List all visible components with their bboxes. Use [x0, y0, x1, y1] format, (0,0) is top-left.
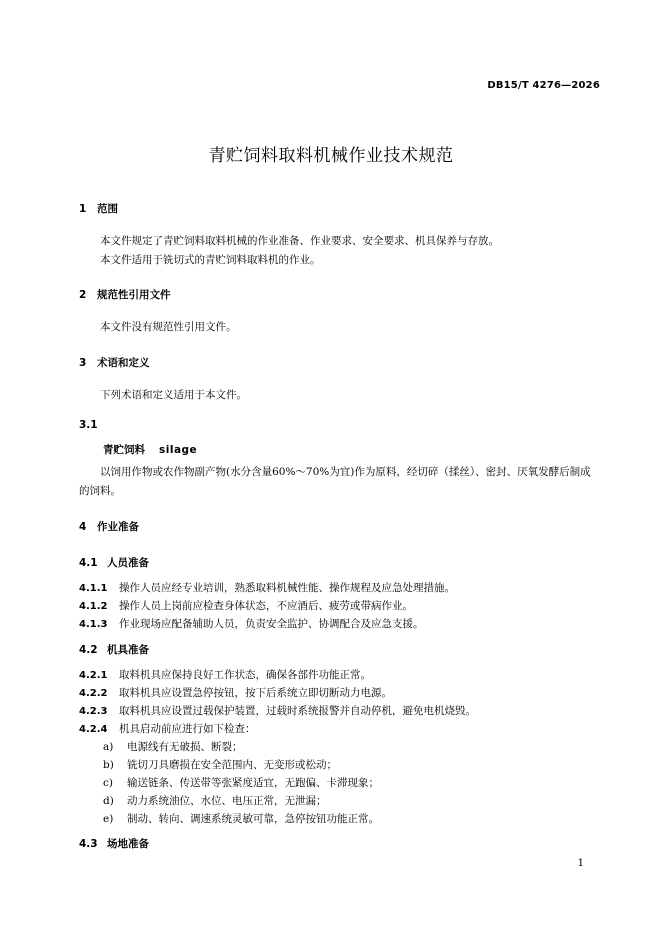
- term-number: 3.1: [79, 419, 98, 431]
- section-2-heading: [79, 287, 171, 302]
- clause-number: 4.1.3: [79, 619, 108, 630]
- clause-4-2-2: [79, 685, 600, 700]
- clause-number: 4.2.3: [79, 706, 108, 717]
- clause-4-2-1: [79, 667, 600, 682]
- list-text: 输送链条、传送带等张紧度适宜，无跑偏、卡滞现象；: [127, 777, 379, 789]
- subsection-4-2-title: 机具准备: [107, 644, 149, 656]
- section-4-heading: [79, 519, 139, 534]
- clause-4-1-3: [79, 616, 600, 631]
- subsection-4-3-heading: [79, 836, 149, 851]
- list-marker: e): [103, 813, 114, 825]
- section-3-paragraph: 下列术语和定义适用于本文件。: [100, 389, 247, 401]
- clause-4-2-3: [79, 703, 600, 718]
- term-english: silage: [159, 444, 198, 456]
- list-marker: a): [103, 741, 114, 753]
- section-1-heading: [79, 201, 118, 216]
- section-1-title: 范围: [97, 203, 118, 215]
- section-1-paragraph-2: 本文件适用于铣切式的青贮饲料取料机的作业。: [100, 254, 321, 266]
- subsection-4-2-number: 4.2: [79, 644, 98, 656]
- section-4-title: 作业准备: [97, 521, 139, 533]
- subsection-4-3-number: 4.3: [79, 838, 98, 850]
- subsection-4-1-title: 人员准备: [107, 557, 149, 569]
- section-4-number: 4: [79, 521, 87, 533]
- list-item-c: [103, 775, 379, 790]
- list-marker: d): [103, 795, 114, 807]
- clause-number: 4.2.4: [79, 724, 108, 735]
- clause-text: 机具启动前应进行如下检查：: [119, 723, 256, 735]
- term-definition: 以饲用作物或农作物副产物(水分含量60%～70%为宜)作为原料，经切碎（揉丝）、密封、厌氧发酵后制成的饲料。: [79, 466, 591, 497]
- list-text: 铣切刀具磨损在安全范围内、无变形或松动；: [127, 759, 337, 771]
- term-entry: [103, 442, 197, 457]
- document-code: DB15/T 4276—2026: [487, 80, 600, 91]
- list-marker: b): [103, 759, 114, 771]
- section-3-title: 术语和定义: [97, 357, 150, 369]
- clause-4-2-4: [79, 721, 600, 736]
- clause-number: 4.1.2: [79, 601, 108, 612]
- list-text: 动力系统油位、水位、电压正常，无泄漏；: [127, 795, 327, 807]
- section-1-number: 1: [79, 203, 87, 215]
- clause-text: 取料机具应设置急停按钮，按下后系统立即切断动力电源。: [119, 687, 392, 699]
- section-3-heading: [79, 355, 150, 370]
- clause-number: 4.2.1: [79, 670, 108, 681]
- list-text: 电源线有无破损、断裂；: [127, 741, 243, 753]
- clause-4-1-2: [79, 598, 600, 613]
- section-2-paragraph: 本文件没有规范性引用文件。: [100, 321, 237, 333]
- clause-4-1-1: [79, 580, 600, 595]
- page-number: 1: [577, 858, 584, 869]
- clause-text: 操作人员应经专业培训，熟悉取料机械性能、操作规程及应急处理措施。: [119, 582, 455, 594]
- clause-number: 4.1.1: [79, 583, 108, 594]
- section-2-number: 2: [79, 289, 87, 301]
- subsection-4-1-heading: [79, 555, 149, 570]
- clause-text: 操作人员上岗前应检查身体状态，不应酒后、疲劳或带病作业。: [119, 600, 413, 612]
- list-item-b: [103, 757, 337, 772]
- section-3-number: 3: [79, 357, 87, 369]
- clause-number: 4.2.2: [79, 688, 108, 699]
- clause-text: 取料机具应设置过载保护装置，过载时系统报警并自动停机，避免电机烧毁。: [119, 705, 476, 717]
- subsection-4-3-title: 场地准备: [107, 838, 149, 850]
- clause-text: 作业现场应配备辅助人员，负责安全监护、协调配合及应急支援。: [119, 618, 424, 630]
- list-item-a: [103, 739, 243, 754]
- list-item-d: [103, 793, 327, 808]
- clause-text: 取料机具应保持良好工作状态，确保各部件功能正常。: [119, 669, 371, 681]
- document-title: 青贮饲料取料机械作业技术规范: [208, 146, 454, 166]
- section-2-title: 规范性引用文件: [97, 289, 171, 301]
- subsection-4-1-number: 4.1: [79, 557, 98, 569]
- term-chinese: 青贮饲料: [103, 444, 145, 456]
- list-text: 制动、转向、调速系统灵敏可靠，急停按钮功能正常。: [127, 813, 379, 825]
- subsection-4-2-heading: [79, 642, 149, 657]
- list-item-e: [103, 811, 379, 826]
- list-marker: c): [103, 777, 113, 789]
- section-1-paragraph-1: 本文件规定了青贮饲料取料机械的作业准备、作业要求、安全要求、机具保养与存放。: [100, 235, 499, 247]
